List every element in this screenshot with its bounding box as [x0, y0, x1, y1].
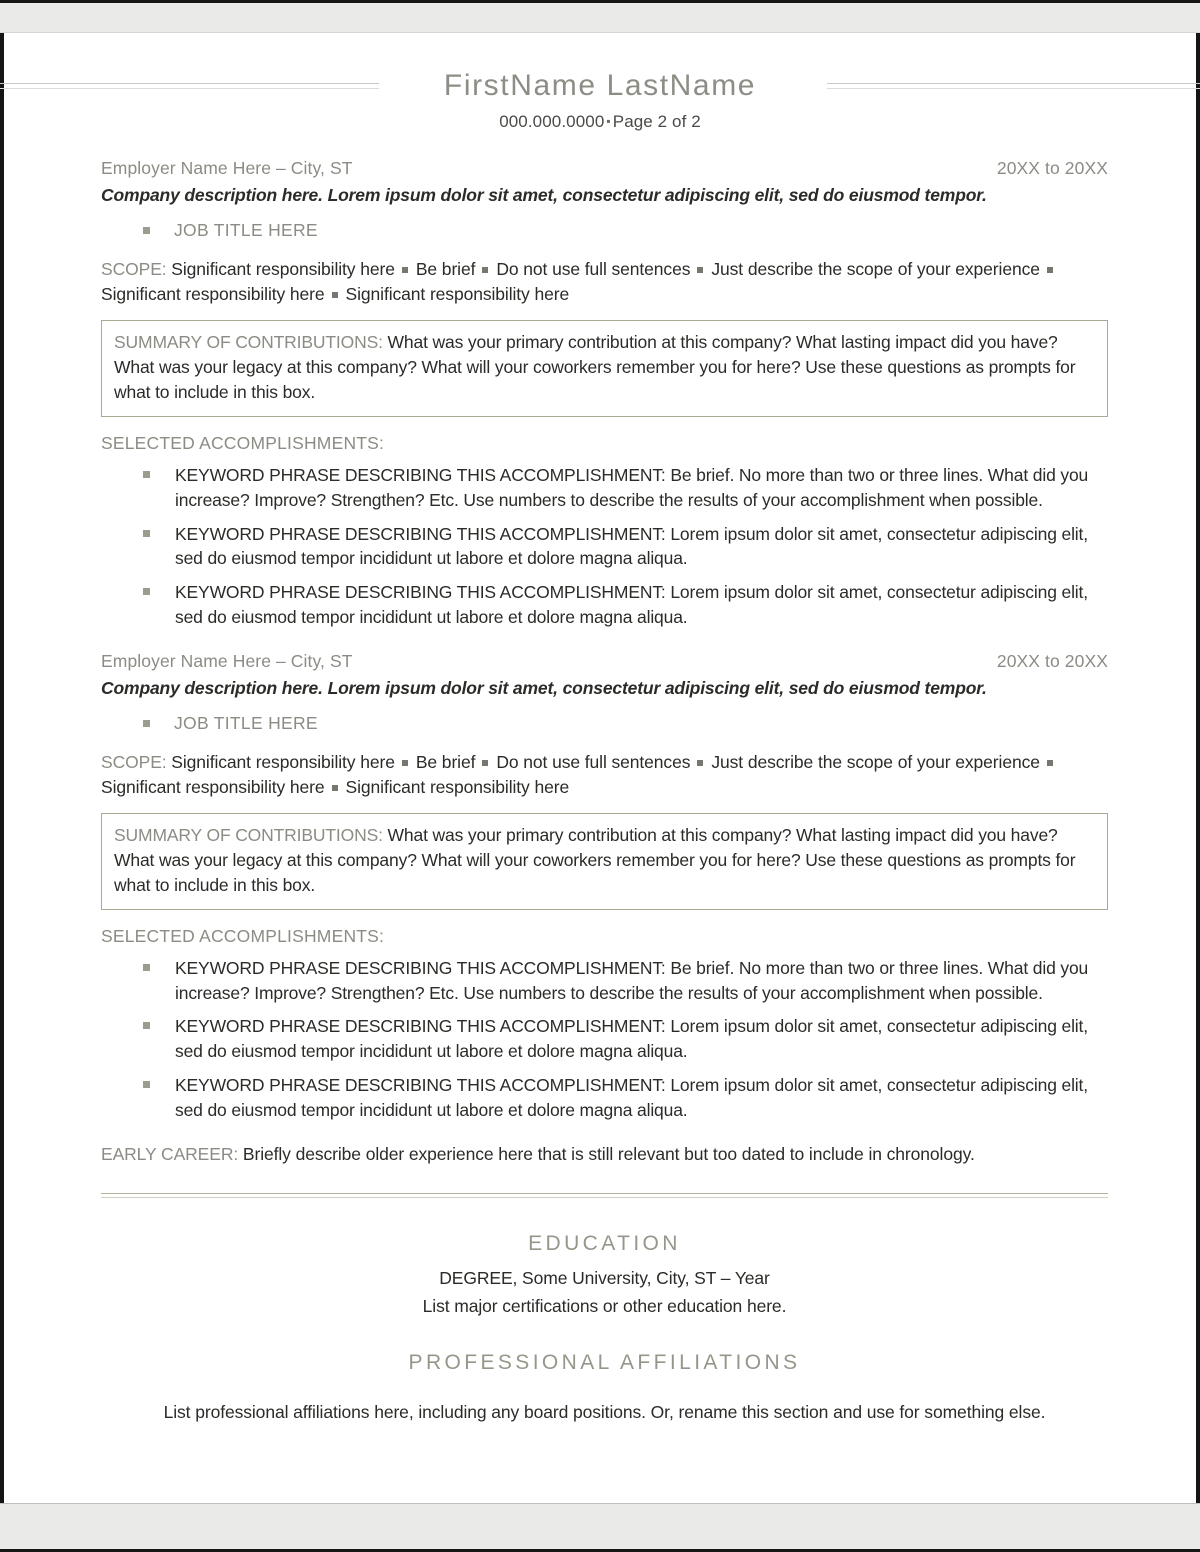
accomplishment-item: KEYWORD PHRASE DESCRIBING THIS ACCOMPLISHMENT: Lorem ipsum dolor sit amet, consectetur adipiscing elit, sed do eiusmod tempor incididunt ut labore et dolore magna aliqua. — [143, 1073, 1108, 1123]
accomplishment-item: KEYWORD PHRASE DESCRIBING THIS ACCOMPLISHMENT: Lorem ipsum dolor sit amet, consectetur adipiscing elit, sed do eiusmod tempor incididunt ut labore et dolore magna aliqua. — [143, 1014, 1108, 1064]
page-header — [4, 33, 1196, 132]
employment-dates: 20XX to 20XX — [996, 650, 1108, 671]
early-career-line — [101, 1144, 1108, 1165]
scope-label: SCOPE: — [101, 751, 167, 772]
job-title: JOB TITLE HERE — [174, 220, 318, 240]
square-separator-icon — [402, 760, 408, 766]
accomplishments-list — [101, 463, 1108, 630]
education-certifications: List major certifications or other education here. — [422, 1295, 787, 1316]
employer-name: Employer Name Here – City, ST — [101, 158, 353, 178]
education-degree: DEGREE, Some University, City, ST – Year — [439, 1267, 770, 1288]
summary-of-contributions-box — [101, 320, 1108, 417]
square-separator-icon — [402, 267, 408, 273]
scope-item: Be brief — [415, 259, 476, 279]
affiliations-heading: PROFESSIONAL AFFILIATIONS — [408, 1350, 801, 1374]
separator-icon: ▪ — [606, 114, 611, 128]
scope-item: Significant responsibility here — [171, 259, 395, 279]
selected-accomplishments-label: SELECTED ACCOMPLISHMENTS: — [101, 925, 385, 946]
scope-item: Significant responsibility here — [101, 776, 325, 797]
scope-items — [101, 752, 1061, 797]
accomplishment-item: KEYWORD PHRASE DESCRIBING THIS ACCOMPLISHMENT: Be brief. No more than two or three lines. What did you increase? Improve? Strengthen? Etc. Use numbers to describe the results of your accomplishment when possible. — [143, 463, 1108, 513]
header-contact-line — [4, 112, 1196, 132]
company-description: Company description here. Lorem ipsum dolor sit amet, consectetur adipiscing elit, sed do eiusmod tempor. — [101, 185, 987, 205]
accomplishment-item: KEYWORD PHRASE DESCRIBING THIS ACCOMPLISHMENT: Lorem ipsum dolor sit amet, consectetur adipiscing elit, sed do eiusmod tempor incididunt ut labore et dolore magna aliqua. — [143, 580, 1108, 630]
viewer-right-border — [1196, 0, 1200, 1552]
square-separator-icon — [1047, 760, 1053, 766]
scope-line — [101, 750, 1108, 800]
accomplishment-item: KEYWORD PHRASE DESCRIBING THIS ACCOMPLISHMENT: Lorem ipsum dolor sit amet, consectetur adipiscing elit, sed do eiusmod tempor incididunt ut labore et dolore magna aliqua. — [143, 522, 1108, 572]
job-entry — [101, 651, 1108, 1123]
job-title: JOB TITLE HERE — [174, 712, 318, 733]
square-separator-icon — [697, 760, 703, 766]
scope-item: Do not use full sentences — [496, 259, 691, 279]
summary-label: SUMMARY OF CONTRIBUTIONS: — [114, 331, 383, 352]
accomplishment-item: KEYWORD PHRASE DESCRIBING THIS ACCOMPLISHMENT: Be brief. No more than two or three lines. What did you increase? Improve? Strengthen? Etc. Use numbers to describe the results of your accomplishment when possible. — [143, 956, 1108, 1006]
summary-label: SUMMARY OF CONTRIBUTIONS: — [114, 824, 383, 845]
summary-text: What was your primary contribution at this company? What lasting impact did you have? What was your legacy at this company? What will your coworkers remember you for here? Use these questions as prompts for what to include in this box. — [114, 824, 1076, 896]
square-separator-icon — [1047, 267, 1053, 273]
square-separator-icon — [697, 267, 703, 273]
square-separator-icon — [332, 785, 338, 791]
employment-dates: 20XX to 20XX — [996, 158, 1108, 178]
early-career-label: EARLY CAREER: — [101, 1143, 239, 1164]
early-career-text: Briefly describe older experience here that is still relevant but too dated to include in chronology. — [242, 1143, 975, 1164]
square-bullet-icon — [143, 227, 150, 234]
affiliations-text: List professional affiliations here, including any board positions. Or, rename this section and use for something else. — [163, 1401, 1046, 1422]
education-heading: EDUCATION — [528, 1231, 681, 1255]
scope-line — [101, 257, 1108, 307]
selected-accomplishments-label: SELECTED ACCOMPLISHMENTS: — [101, 432, 385, 453]
job-title-row — [101, 713, 1108, 734]
header-rule-left — [0, 83, 379, 90]
scope-item: Significant responsibility here — [101, 283, 325, 304]
accomplishments-list — [101, 956, 1108, 1123]
header-rule-right — [827, 83, 1200, 90]
company-description: Company description here. Lorem ipsum dolor sit amet, consectetur adipiscing elit, sed do eiusmod tempor. — [101, 677, 987, 698]
document-body — [4, 158, 1196, 1423]
section-divider — [101, 1193, 1108, 1198]
scope-item: Do not use full sentences — [496, 751, 691, 772]
job-entry — [101, 158, 1108, 630]
job-header — [101, 158, 1108, 179]
scope-item: Be brief — [415, 751, 476, 772]
square-bullet-icon — [143, 720, 150, 727]
summary-text: What was your primary contribution at this company? What lasting impact did you have? What was your legacy at this company? What will your coworkers remember you for here? Use these questions as prompts for what to include in this box. — [114, 331, 1076, 403]
phone-number: 000.000.0000 — [499, 112, 605, 131]
resume-page — [4, 33, 1196, 1503]
scope-item: Significant responsibility here — [345, 776, 570, 797]
square-separator-icon — [482, 760, 488, 766]
job-header — [101, 651, 1108, 672]
square-separator-icon — [332, 292, 338, 298]
summary-of-contributions-box — [101, 813, 1108, 910]
square-separator-icon — [482, 267, 488, 273]
viewer-top-bar — [0, 0, 1200, 33]
employer-name: Employer Name Here – City, ST — [101, 650, 353, 671]
scope-items — [101, 259, 1061, 304]
scope-item: Just describe the scope of your experience — [711, 259, 1040, 279]
scope-item: Significant responsibility here — [171, 751, 395, 772]
scope-item: Just describe the scope of your experience — [711, 751, 1040, 772]
job-title-row — [101, 220, 1108, 241]
page-title: FirstName LastName — [443, 69, 757, 102]
scope-label: SCOPE: — [101, 259, 167, 279]
scope-item: Significant responsibility here — [345, 283, 570, 304]
page-indicator: Page 2 of 2 — [612, 112, 701, 131]
viewer-bottom-bar — [0, 1503, 1200, 1552]
